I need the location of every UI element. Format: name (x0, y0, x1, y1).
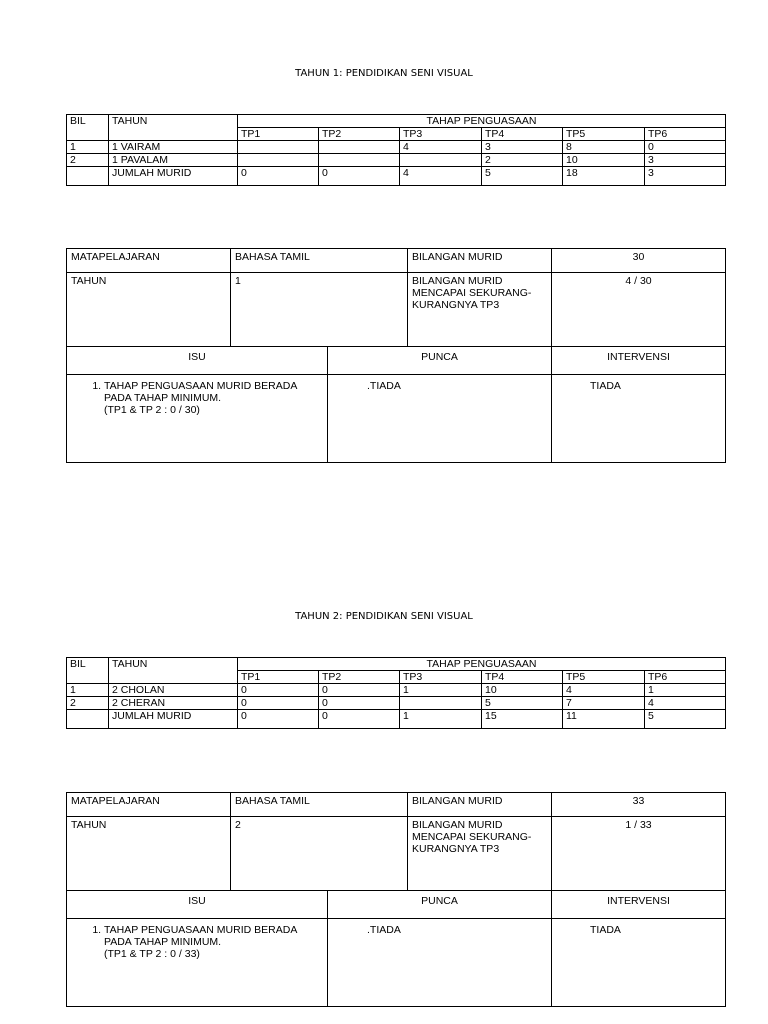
isu-list (71, 380, 323, 416)
punca-header: PUNCA (328, 347, 552, 375)
matapelajaran-label: MATAPELAJARAN (67, 249, 231, 273)
tp3-cell (400, 697, 482, 710)
bil-cell: 1 (67, 684, 109, 697)
tp3-cell (400, 154, 482, 167)
capai-tp3-label: BILANGAN MURID MENCAPAI SEKURANG-KURANGNYA TP3 (408, 273, 552, 347)
kelas-cell: 1 VAIRAM (109, 141, 238, 154)
tahap-penguasaan-header: TAHAP PENGUASAAN (238, 115, 726, 128)
tp-header-row (67, 658, 726, 671)
bilangan-murid-label: BILANGAN MURID (408, 249, 552, 273)
section-1-title: TAHUN 1: PENDIDIKAN SENI VISUAL (295, 68, 473, 79)
isu-body-row (67, 375, 726, 463)
bil-cell: 2 (67, 697, 109, 710)
tp2-cell: 0 (319, 684, 400, 697)
tp3-cell: 4 (400, 141, 482, 154)
intervensi-header: INTERVENSI (552, 891, 726, 919)
tp5-header: TP5 (563, 128, 645, 141)
tp4-cell: 2 (482, 154, 563, 167)
tp-header-row (67, 115, 726, 128)
tp4-total: 5 (482, 167, 563, 186)
bilangan-murid-value: 30 (552, 249, 726, 273)
tahun-header: TAHUN (109, 658, 238, 684)
intervensi-value: TIADA (590, 924, 621, 936)
tp1-header: TP1 (238, 128, 319, 141)
punca-cell (328, 375, 552, 463)
tp6-cell: 1 (645, 684, 726, 697)
tp2-total: 0 (319, 167, 400, 186)
bil-cell: 1 (67, 141, 109, 154)
tp2-cell (319, 154, 400, 167)
tahun-header: TAHUN (109, 115, 238, 141)
tahun-row (67, 817, 726, 891)
bil-header: BIL (67, 658, 109, 684)
tahun-label: TAHUN (67, 273, 231, 347)
isu-line: (TP1 & TP 2 : 0 / 30) (104, 404, 200, 416)
tp6-header: TP6 (645, 128, 726, 141)
tahun-label: TAHUN (67, 817, 231, 891)
punca-value: .TIADA (367, 924, 401, 936)
tp2-header: TP2 (319, 671, 400, 684)
tp5-total: 11 (563, 710, 645, 729)
tp6-cell: 3 (645, 154, 726, 167)
capai-tp3-label: BILANGAN MURID MENCAPAI SEKURANG-KURANGNYA TP3 (408, 817, 552, 891)
matapelajaran-label: MATAPELAJARAN (67, 793, 231, 817)
isu-line: TAHAP PENGUASAAN MURID BERADA (104, 924, 298, 936)
intervensi-value: TIADA (590, 380, 621, 392)
kelas-cell: 1 PAVALAM (109, 154, 238, 167)
tp5-cell: 4 (563, 684, 645, 697)
isu-line: TAHAP PENGUASAAN MURID BERADA (104, 380, 298, 392)
section-2-info-table (66, 792, 726, 1007)
intervensi-header: INTERVENSI (552, 347, 726, 375)
tp4-cell: 10 (482, 684, 563, 697)
kelas-cell: 2 CHOLAN (109, 684, 238, 697)
tp1-cell: 0 (238, 684, 319, 697)
tp3-total: 1 (400, 710, 482, 729)
isu-line: (TP1 & TP 2 : 0 / 33) (104, 948, 200, 960)
tp6-cell: 4 (645, 697, 726, 710)
table-row (67, 154, 726, 167)
capai-tp3-value: 4 / 30 (552, 273, 726, 347)
bil-cell (67, 710, 109, 729)
tp3-cell: 1 (400, 684, 482, 697)
total-row (67, 710, 726, 729)
jumlah-murid-label: JUMLAH MURID (109, 167, 238, 186)
section-2-title: TAHUN 2: PENDIDIKAN SENI VISUAL (295, 611, 473, 622)
tp5-cell: 7 (563, 697, 645, 710)
isu-cell (67, 375, 328, 463)
isu-line: PADA TAHAP MINIMUM. (104, 392, 222, 404)
tp1-header: TP1 (238, 671, 319, 684)
tp1-total: 0 (238, 167, 319, 186)
matapelajaran-row (67, 249, 726, 273)
isu-body-row (67, 919, 726, 1007)
punca-cell (328, 919, 552, 1007)
bil-cell (67, 167, 109, 186)
tp5-cell: 10 (563, 154, 645, 167)
isu-header: ISU (67, 891, 328, 919)
tp6-total: 3 (645, 167, 726, 186)
isu-cell (67, 919, 328, 1007)
isu-header-row (67, 347, 726, 375)
tp4-header: TP4 (482, 671, 563, 684)
tp1-cell (238, 154, 319, 167)
matapelajaran-value: BAHASA TAMIL (231, 249, 408, 273)
tahun-value: 2 (231, 817, 408, 891)
matapelajaran-row (67, 793, 726, 817)
isu-header-row (67, 891, 726, 919)
intervensi-cell (552, 919, 726, 1007)
tp6-total: 5 (645, 710, 726, 729)
tp4-cell: 3 (482, 141, 563, 154)
tahap-penguasaan-header: TAHAP PENGUASAAN (238, 658, 726, 671)
tahun-value: 1 (231, 273, 408, 347)
tp2-cell: 0 (319, 697, 400, 710)
punca-value: .TIADA (367, 380, 401, 392)
isu-item (104, 380, 323, 416)
section-1-info-table (66, 248, 726, 463)
tp4-cell: 5 (482, 697, 563, 710)
tp1-cell: 0 (238, 697, 319, 710)
kelas-cell: 2 CHERAN (109, 697, 238, 710)
tahun-row (67, 273, 726, 347)
tp5-cell: 8 (563, 141, 645, 154)
isu-item (104, 924, 323, 960)
tp6-cell: 0 (645, 141, 726, 154)
tp3-header: TP3 (400, 671, 482, 684)
tp5-total: 18 (563, 167, 645, 186)
tp2-header: TP2 (319, 128, 400, 141)
tp5-header: TP5 (563, 671, 645, 684)
isu-header: ISU (67, 347, 328, 375)
tp3-total: 4 (400, 167, 482, 186)
section-1-tp-table (66, 114, 726, 186)
capai-tp3-value: 1 / 33 (552, 817, 726, 891)
section-2-tp-table (66, 657, 726, 729)
matapelajaran-value: BAHASA TAMIL (231, 793, 408, 817)
bilangan-murid-label: BILANGAN MURID (408, 793, 552, 817)
tp3-header: TP3 (400, 128, 482, 141)
tp1-cell (238, 141, 319, 154)
isu-line: PADA TAHAP MINIMUM. (104, 936, 222, 948)
intervensi-cell (552, 375, 726, 463)
tp1-total: 0 (238, 710, 319, 729)
bil-header: BIL (67, 115, 109, 141)
table-row (67, 684, 726, 697)
tp4-header: TP4 (482, 128, 563, 141)
tp2-cell (319, 141, 400, 154)
tp6-header: TP6 (645, 671, 726, 684)
table-row (67, 697, 726, 710)
total-row (67, 167, 726, 186)
isu-list (71, 924, 323, 960)
tp4-total: 15 (482, 710, 563, 729)
bil-cell: 2 (67, 154, 109, 167)
bilangan-murid-value: 33 (552, 793, 726, 817)
jumlah-murid-label: JUMLAH MURID (109, 710, 238, 729)
punca-header: PUNCA (328, 891, 552, 919)
table-row (67, 141, 726, 154)
tp2-total: 0 (319, 710, 400, 729)
